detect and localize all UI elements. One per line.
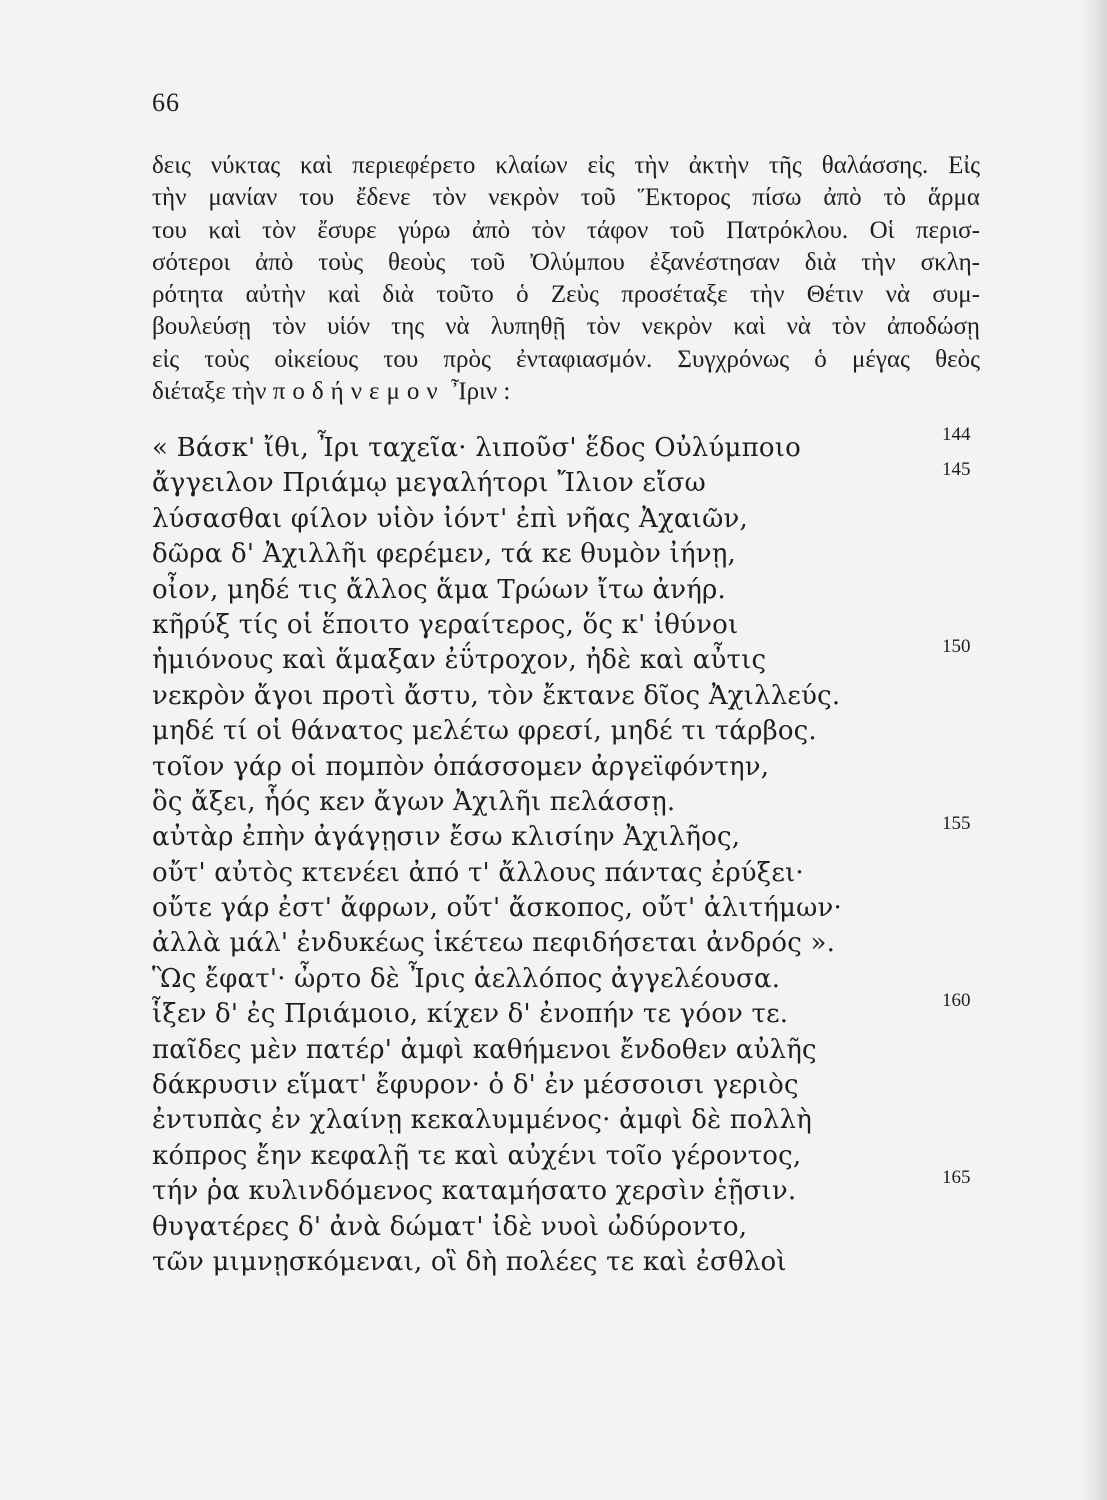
prose-line: εἰς τοὺς οἰκείους του πρὸς ἐνταφιασμόν. Συγχρόνως ὁ μέγας θεὸς bbox=[152, 345, 980, 373]
verse-line bbox=[152, 1139, 992, 1174]
verse-text: μηδέ τί οἱ θάνατος μελέτω φρεσί, μηδέ τι τάρβος. bbox=[152, 716, 817, 747]
verse-line bbox=[152, 1103, 992, 1138]
verse-text: τήν ῥα κυλινδόμενος καταμήσατο χερσὶν ἑῇσιν. bbox=[152, 1176, 797, 1207]
prose-line: ρότητα αὐτὴν καὶ διὰ τοῦτο ὁ Ζεὺς προσέταξε τὴν Θέτιν νὰ συμ- bbox=[152, 281, 980, 309]
verse-text: λύσασθαι φίλον υἱὸν ἰόντ' ἐπὶ νῆας Ἀχαιῶν, bbox=[152, 503, 749, 534]
prose-line: βουλεύσῃ τὸν υἱόν της νὰ λυπηθῇ τὸν νεκρὸν καὶ νὰ τὸν ἀποδώσῃ bbox=[152, 313, 980, 341]
verse-quotation bbox=[152, 424, 992, 1280]
verse-line bbox=[152, 679, 992, 714]
verse-text: ἡμιόνους καὶ ἅμαξαν ἐΰτροχον, ἠδὲ καὶ αὖτις bbox=[152, 645, 767, 676]
page-number: 66 bbox=[152, 88, 180, 117]
verse-text: θυγατέρες δ' ἀνὰ δώματ' ἰδὲ νυοὶ ὠδύροντο, bbox=[152, 1211, 748, 1242]
page-edge-shadow bbox=[1081, 0, 1107, 1500]
verse-line bbox=[152, 785, 992, 820]
spaced-epithet: ποδήνεμον bbox=[272, 378, 445, 406]
verse-text: τοῖον γάρ οἱ πομπὸν ὀπάσσομεν ἀργεϊφόντην, bbox=[152, 751, 770, 782]
verse-text: δῶρα δ' Ἀχιλλῆι φερέμεν, τά κε θυμὸν ἰήνῃ, bbox=[152, 539, 736, 570]
prose-line: του καὶ τὸν ἔσυρε γύρω ἀπὸ τὸν τάφον τοῦ Πατρόκλου. Οἱ περισ- bbox=[152, 216, 980, 244]
verse-line-number: 144 bbox=[942, 424, 971, 445]
verse-text: αὐτὰρ ἐπὴν ἀγάγῃσιν ἔσω κλισίην Ἀχιλῆος, bbox=[152, 822, 741, 853]
verse-text: ὃς ἄξει, ἧός κεν ἄγων Ἀχιλῆι πελάσσῃ. bbox=[152, 786, 676, 817]
verse-line bbox=[152, 537, 992, 572]
prose-line: σότεροι ἀπὸ τοὺς θεοὺς τοῦ Ὀλύμπου ἐξανέστησαν διὰ τὴν σκλη- bbox=[152, 248, 980, 276]
verse-line bbox=[152, 1167, 992, 1209]
verse-line bbox=[152, 813, 992, 855]
verse-line bbox=[152, 891, 992, 926]
prose-paragraph bbox=[152, 150, 980, 408]
verse-line bbox=[152, 714, 992, 749]
prose-last-line bbox=[152, 376, 980, 408]
verse-line bbox=[152, 424, 992, 466]
verse-text: ἄγγειλον Πριάμῳ μεγαλήτορι Ἴλιον εἴσω bbox=[152, 468, 706, 499]
verse-text: κῆρύξ τίς οἱ ἕποιτο γεραίτερος, ὅς κ' ἰθύνοι bbox=[152, 609, 739, 640]
verse-text: Ὣς ἔφατ'· ὦρτο δὲ Ἶρις ἀελλόπος ἀγγελέουσα. bbox=[152, 963, 781, 994]
verse-text: « Βάσκ' ἴθι, Ἶρι ταχεῖα· λιποῦσ' ἕδος Οὐλύμποιο bbox=[152, 433, 801, 463]
verse-line bbox=[152, 573, 992, 608]
verse-line bbox=[152, 1033, 992, 1068]
verse-line bbox=[152, 636, 992, 678]
verse-line bbox=[152, 856, 992, 891]
verse-text: οἶον, μηδέ τις ἄλλος ἅμα Τρώων ἴτω ἀνήρ. bbox=[152, 574, 727, 605]
verse-text: οὔτε γάρ ἐστ' ἄφρων, οὔτ' ἄσκοπος, οὔτ' ἀλιτήμων· bbox=[152, 893, 843, 924]
prose-line: τὴν μανίαν του ἔδενε τὸν νεκρὸν τοῦ Ἕκτορος πίσω ἀπὸ τὸ ἅρμα bbox=[152, 184, 980, 212]
verse-line bbox=[152, 990, 992, 1032]
verse-text: ἷξεν δ' ἐς Πριάμοιο, κίχεν δ' ἐνοπήν τε γόον τε. bbox=[152, 999, 789, 1030]
verse-line bbox=[152, 750, 992, 785]
prose-line: δεις νύκτας καὶ περιεφέρετο κλαίων εἰς τὴν ἀκτὴν τῆς θαλάσσης. Εἰς bbox=[152, 152, 980, 179]
verse-line-number: 145 bbox=[942, 459, 971, 481]
prose-last-line-end: Ἶριν : bbox=[444, 378, 511, 406]
verse-text: ἀλλὰ μάλ' ἐνδυκέως ἱκέτεω πεφιδήσεται ἀνδρός ». bbox=[152, 928, 836, 959]
verse-line-number: 155 bbox=[942, 813, 971, 835]
verse-text: παῖδες μὲν πατέρ' ἀμφὶ καθήμενοι ἔνδοθεν αὐλῆς bbox=[152, 1034, 817, 1065]
verse-text: τῶν μιμνῃσκόμεναι, οἳ δὴ πολέες τε καὶ ἐσθλοὶ bbox=[152, 1246, 787, 1277]
verse-line bbox=[152, 926, 992, 961]
verse-line-number: 150 bbox=[942, 636, 971, 658]
prose-last-line-start: διέταξε τὴν bbox=[152, 378, 273, 406]
verse-text: ἐντυπὰς ἐν χλαίνῃ κεκαλυμμένος· ἀμφὶ δὲ πολλὴ bbox=[152, 1105, 812, 1136]
verse-text: οὔτ' αὐτὸς κτενέει ἀπό τ' ἄλλους πάντας ἐρύξει· bbox=[152, 857, 804, 888]
verse-text: νεκρὸν ἄγοι προτὶ ἄστυ, τὸν ἔκτανε δῖος Ἀχιλλεύς. bbox=[152, 680, 841, 711]
verse-line bbox=[152, 1068, 992, 1103]
verse-line bbox=[152, 1245, 992, 1280]
verse-text: κόπρος ἔην κεφαλῇ τε καὶ αὐχένι τοῖο γέροντος, bbox=[152, 1140, 802, 1171]
verse-line bbox=[152, 1210, 992, 1245]
verse-line bbox=[152, 502, 992, 537]
verse-text: δάκρυσιν εἵματ' ἔφυρον· ὁ δ' ἐν μέσσοισι γεριὸς bbox=[152, 1070, 799, 1101]
verse-line bbox=[152, 459, 992, 501]
verse-line-number: 165 bbox=[942, 1167, 971, 1189]
verse-line bbox=[152, 962, 992, 997]
verse-line bbox=[152, 608, 992, 643]
verse-line-number: 160 bbox=[942, 990, 971, 1012]
